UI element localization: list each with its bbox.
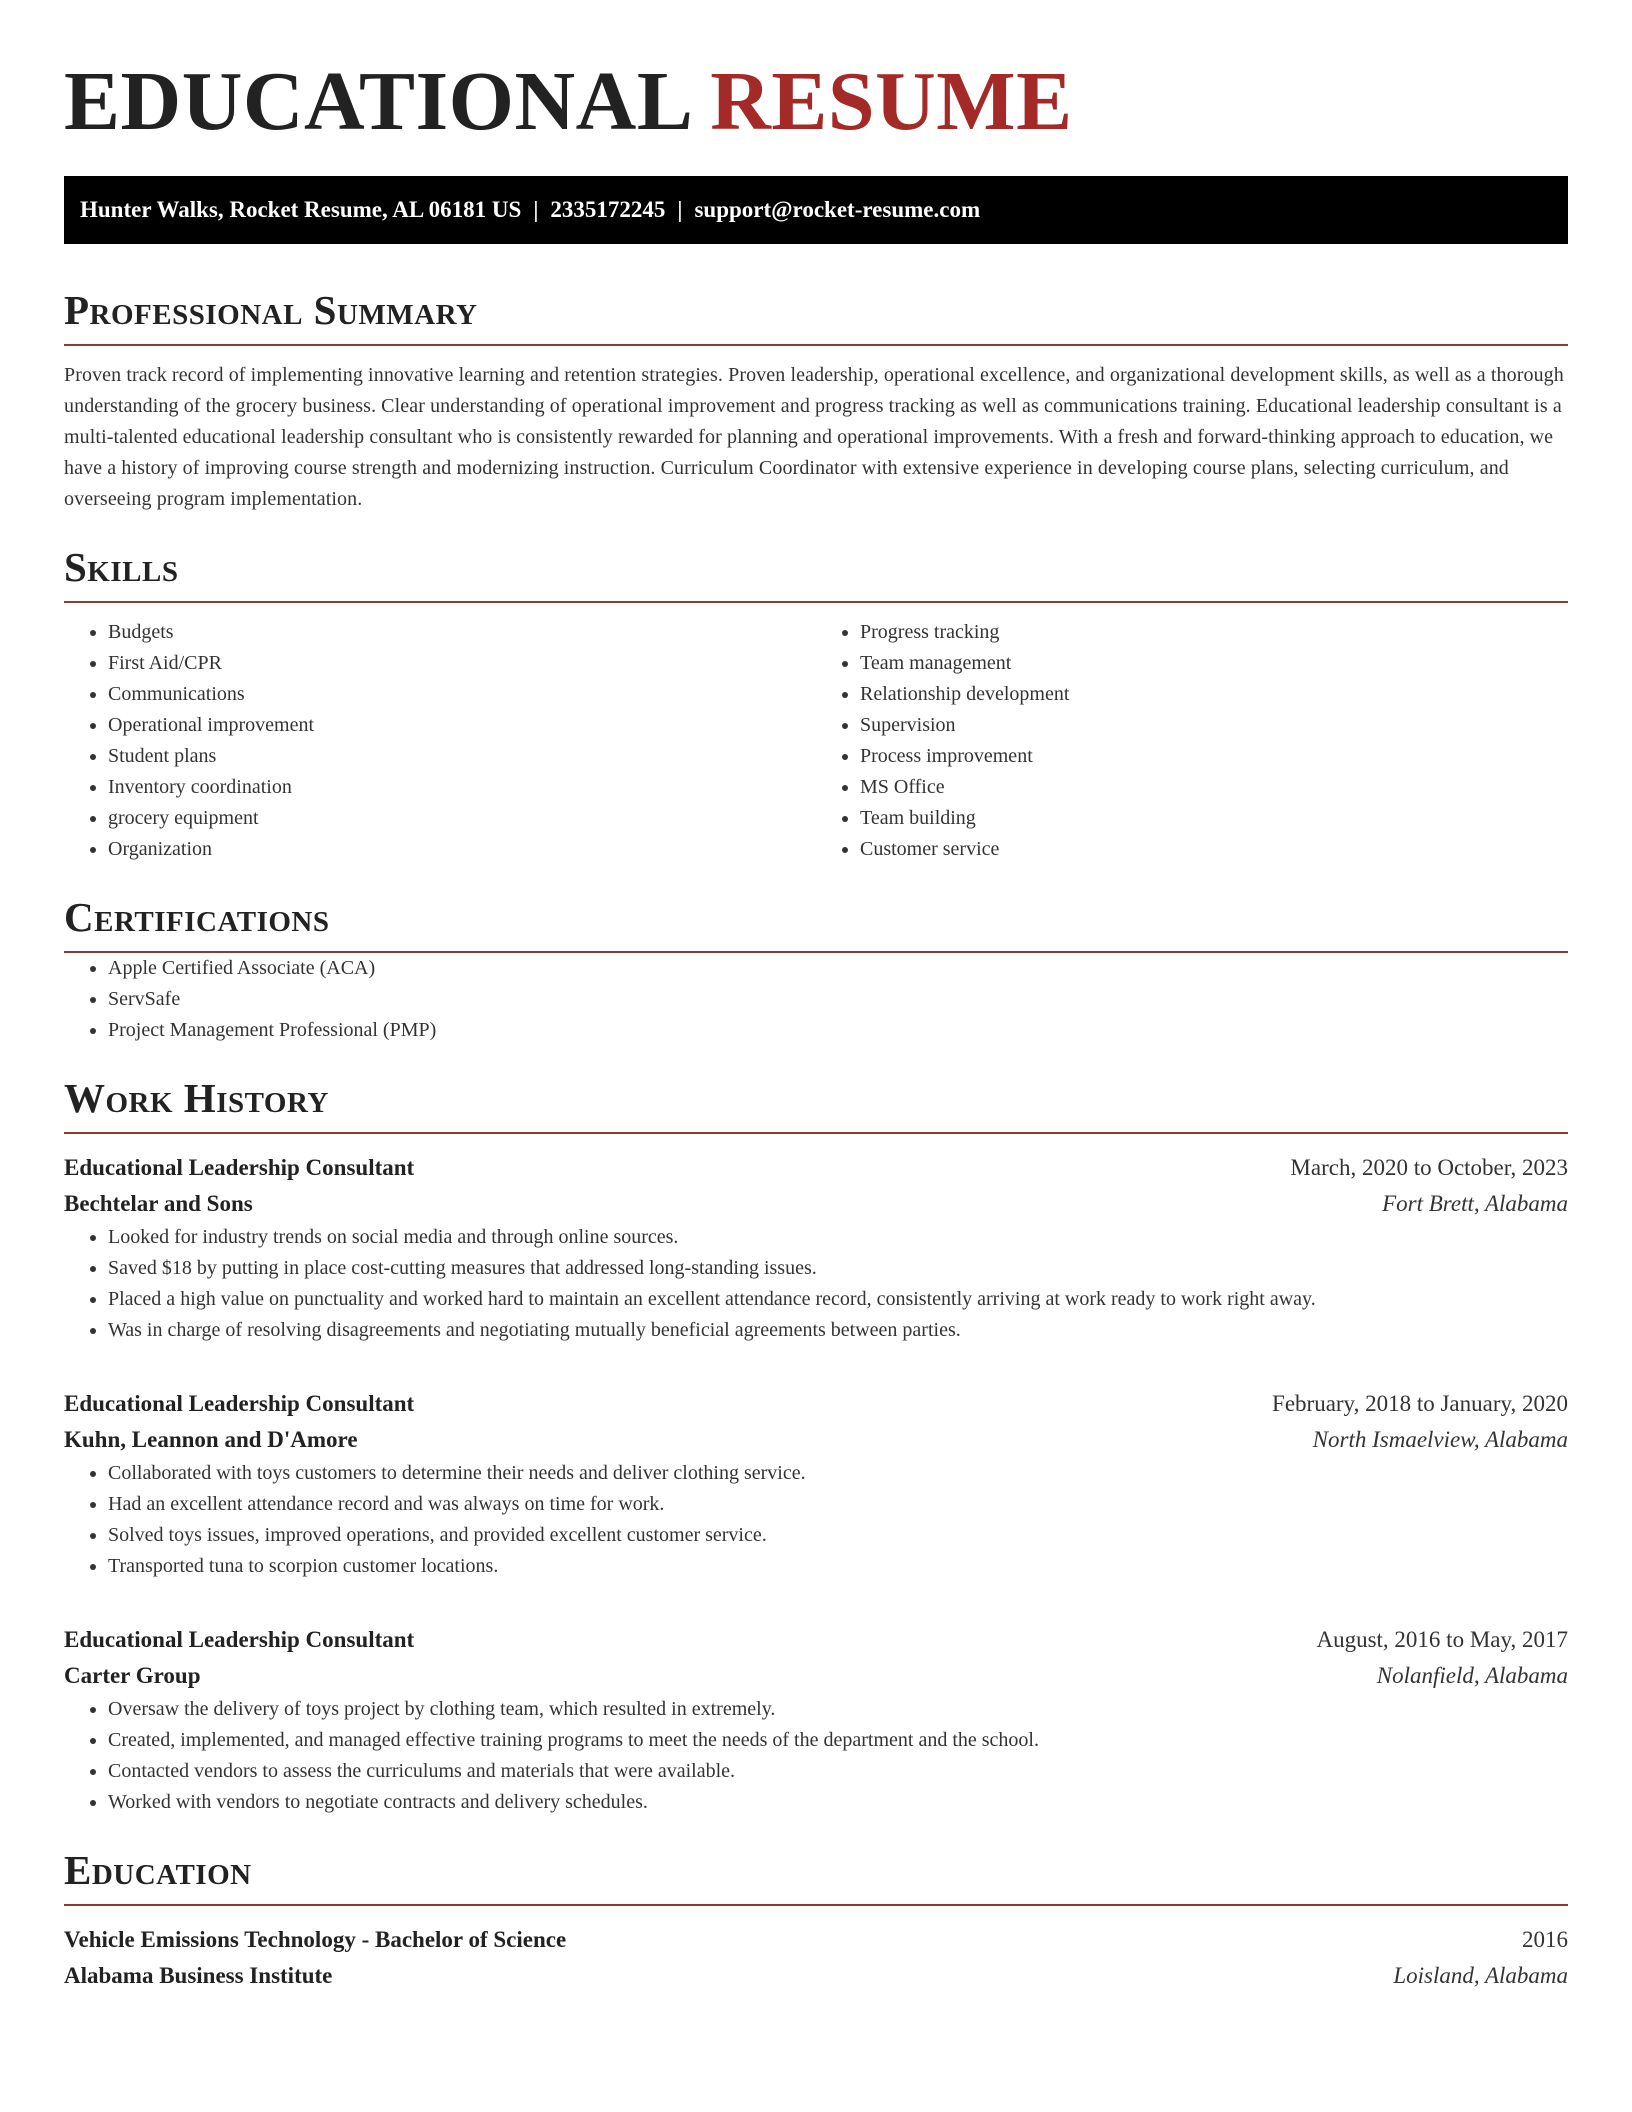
education-school-row xyxy=(64,1958,1568,1994)
contact-separator: | xyxy=(677,197,683,222)
job-company: Kuhn, Leannon and D'Amore xyxy=(64,1427,358,1452)
skills-grid xyxy=(64,617,1568,865)
job-duty-item: • Was in charge of resolving disagreements and negotiating mutually beneficial agreements between parties. xyxy=(108,1315,1568,1346)
certification-item: • Apple Certified Associate (ACA) xyxy=(108,953,1568,984)
job-duties-list xyxy=(64,1694,1568,1818)
certifications-heading: Certifications xyxy=(64,893,1568,953)
skill-item: • Relationship development xyxy=(860,679,1568,710)
skill-item: • Team management xyxy=(860,648,1568,679)
skills-section xyxy=(64,543,1568,865)
skill-item: • Organization xyxy=(108,834,816,865)
job-entry xyxy=(64,1622,1568,1818)
job-location: North Ismaelview, Alabama xyxy=(1312,1427,1568,1452)
contact-separator: | xyxy=(533,197,539,222)
job-duty-item: • Placed a high value on punctuality and worked hard to maintain an excellent attendance record, consistently arriving at work ready to work right away. xyxy=(108,1284,1568,1315)
job-duty-item: • Collaborated with toys customers to determine their needs and deliver clothing service. xyxy=(108,1458,1568,1489)
skill-item: • Communications xyxy=(108,679,816,710)
job-location: Fort Brett, Alabama xyxy=(1382,1191,1568,1216)
education-degree: Vehicle Emissions Technology - Bachelor of Science xyxy=(64,1927,567,1952)
job-duty-item: • Oversaw the delivery of toys project by clothing team, which resulted in extremely. xyxy=(108,1694,1568,1725)
skill-item: • Team building xyxy=(860,803,1568,834)
work-history-heading: Work History xyxy=(64,1074,1568,1134)
resume-title xyxy=(64,0,1568,146)
skill-item: • Inventory coordination xyxy=(108,772,816,803)
certification-item: • Project Management Professional (PMP) xyxy=(108,1015,1568,1046)
certifications-section xyxy=(64,893,1568,1046)
skill-item: • Budgets xyxy=(108,617,816,648)
job-duty-item: • Created, implemented, and managed effective training programs to meet the needs of the department and the school. xyxy=(108,1725,1568,1756)
job-location: Nolanfield, Alabama xyxy=(1376,1663,1568,1688)
contact-bar xyxy=(64,176,1568,244)
skill-item: • Student plans xyxy=(108,741,816,772)
skill-item: • Operational improvement xyxy=(108,710,816,741)
education-entry xyxy=(64,1922,1568,1994)
job-company-row xyxy=(64,1422,1568,1458)
education-heading: Education xyxy=(64,1846,1568,1906)
job-duty-item: • Had an excellent attendance record and was always on time for work. xyxy=(108,1489,1568,1520)
job-dates: August, 2016 to May, 2017 xyxy=(1316,1627,1568,1652)
education-location: Loisland, Alabama xyxy=(1393,1963,1568,1988)
education-year: 2016 xyxy=(1522,1927,1568,1952)
title-part-resume: RESUME xyxy=(710,55,1073,148)
contact-address: Hunter Walks, Rocket Resume, AL 06181 US xyxy=(80,197,522,222)
job-duty-item: • Solved toys issues, improved operations, and provided excellent customer service. xyxy=(108,1520,1568,1551)
job-title: Educational Leadership Consultant xyxy=(64,1391,415,1416)
summary-heading: Professional Summary xyxy=(64,286,1568,346)
skills-list-right xyxy=(816,617,1568,865)
work-history-section xyxy=(64,1074,1568,1818)
skills-column-right xyxy=(816,617,1568,865)
skill-item: • Progress tracking xyxy=(860,617,1568,648)
contact-email: support@rocket-resume.com xyxy=(694,197,981,222)
job-duty-item: • Transported tuna to scorpion customer locations. xyxy=(108,1551,1568,1582)
certifications-list xyxy=(64,953,1568,1046)
job-entry xyxy=(64,1386,1568,1582)
job-duty-item: • Worked with vendors to negotiate contracts and delivery schedules. xyxy=(108,1787,1568,1818)
skill-item: • Process improvement xyxy=(860,741,1568,772)
job-company: Carter Group xyxy=(64,1663,201,1688)
job-company-row xyxy=(64,1186,1568,1222)
job-duty-item: • Looked for industry trends on social media and through online sources. xyxy=(108,1222,1568,1253)
skill-item: • First Aid/CPR xyxy=(108,648,816,679)
education-school: Alabama Business Institute xyxy=(64,1963,333,1988)
skill-item: • grocery equipment xyxy=(108,803,816,834)
skills-heading: Skills xyxy=(64,543,1568,603)
job-dates: March, 2020 to October, 2023 xyxy=(1290,1155,1568,1180)
education-section xyxy=(64,1846,1568,1994)
job-company: Bechtelar and Sons xyxy=(64,1191,253,1216)
job-duty-item: • Saved $18 by putting in place cost-cutting measures that addressed long-standing issues. xyxy=(108,1253,1568,1284)
skill-item: • Customer service xyxy=(860,834,1568,865)
job-company-row xyxy=(64,1658,1568,1694)
job-title: Educational Leadership Consultant xyxy=(64,1627,415,1652)
job-dates: February, 2018 to January, 2020 xyxy=(1272,1391,1568,1416)
job-header-row xyxy=(64,1386,1568,1422)
job-duty-item: • Contacted vendors to assess the curriculums and materials that were available. xyxy=(108,1756,1568,1787)
summary-text: Proven track record of implementing innovative learning and retention strategies. Proven leadership, operational excellence, and organizational development skills, as well as a thorough understanding of the grocery business. Clear understanding of operational improvement and progress tracking as well as communications training. Educational leadership consultant is a multi-talented educational leadership consultant who is consistently rewarded for planning and operational improvements. With a fresh and forward-thinking approach to education, we have a history of improving course strength and modernizing instruction. Curriculum Coordinator with extensive experience in developing course plans, selecting curriculum, and overseeing program implementation. xyxy=(64,364,1564,510)
job-duties-list xyxy=(64,1222,1568,1346)
certification-item: • ServSafe xyxy=(108,984,1568,1015)
title-part-educational: EDUCATIONAL xyxy=(64,55,689,148)
skill-item: • Supervision xyxy=(860,710,1568,741)
job-header-row xyxy=(64,1622,1568,1658)
job-duties-list xyxy=(64,1458,1568,1582)
contact-phone: 2335172245 xyxy=(550,197,666,222)
skill-item: • MS Office xyxy=(860,772,1568,803)
job-header-row xyxy=(64,1150,1568,1186)
education-degree-row xyxy=(64,1922,1568,1958)
job-title: Educational Leadership Consultant xyxy=(64,1155,415,1180)
job-entry xyxy=(64,1150,1568,1346)
summary-section xyxy=(64,286,1568,515)
skills-column-left xyxy=(64,617,816,865)
skills-list-left xyxy=(64,617,816,865)
